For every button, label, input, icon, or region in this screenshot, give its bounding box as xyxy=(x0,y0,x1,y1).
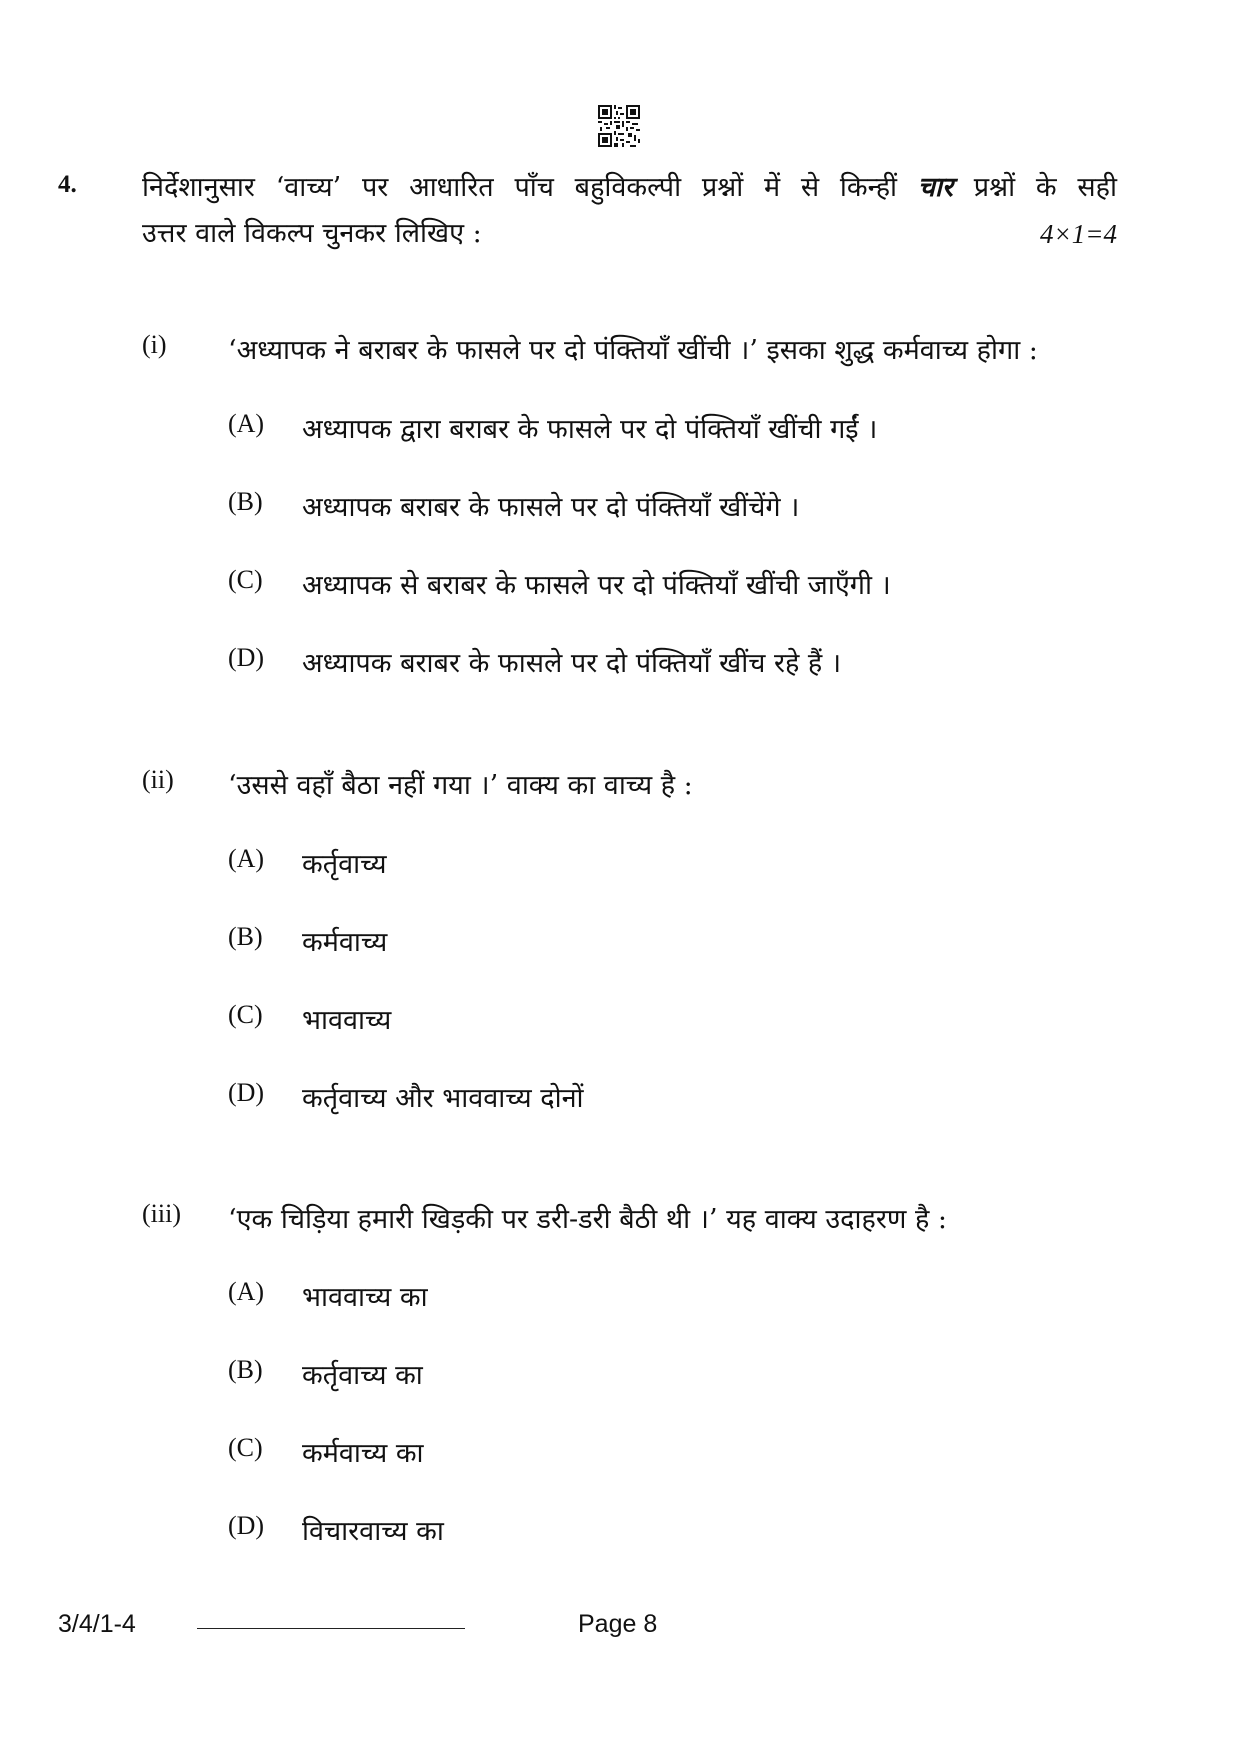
option-text: कर्तृवाच्य xyxy=(302,849,387,880)
option-label: (D) xyxy=(228,1511,265,1540)
instruction-word: से xyxy=(800,172,820,203)
question-number: 4. xyxy=(58,171,77,198)
emphasis-word: चार xyxy=(917,172,953,203)
option-label: (A) xyxy=(228,409,265,438)
option-text: अध्यापक द्वारा बराबर के फासले पर दो पंक्तियाँ खींची गईं । xyxy=(302,414,878,445)
option-text: भाववाच्य का xyxy=(302,1282,428,1313)
option-text: कर्तृवाच्य और भाववाच्य दोनों xyxy=(302,1083,584,1114)
subquestion-text: ‘एक चिड़िया हमारी खिड़की पर डरी-डरी बैठी थी ।’ यह वाक्य उदाहरण है : xyxy=(228,1204,948,1235)
option-text: विचारवाच्य का xyxy=(302,1516,444,1547)
option-text: अध्यापक बराबर के फासले पर दो पंक्तियाँ खींचेंगे । xyxy=(302,492,800,523)
option-label: (A) xyxy=(228,844,265,873)
option-text: अध्यापक बराबर के फासले पर दो पंक्तियाँ खींच रहे हैं । xyxy=(302,648,842,679)
qr-code xyxy=(598,105,640,147)
instruction-word: ‘वाच्य’ xyxy=(275,172,342,203)
instruction-word: निर्देशानुसार xyxy=(142,172,255,203)
option-label: (A) xyxy=(228,1277,265,1306)
option-label: (C) xyxy=(228,1000,263,1029)
instruction-word: पाँच xyxy=(514,172,554,203)
option-label: (C) xyxy=(228,1433,263,1462)
instruction-word: बहुविकल्पी xyxy=(574,172,682,203)
instruction-word: प्रश्नों xyxy=(701,172,744,203)
instruction-word: सही xyxy=(1077,172,1117,203)
question-instruction xyxy=(142,165,1117,257)
subquestion-number: (i) xyxy=(142,330,167,359)
paper-code: 3/4/1-4 xyxy=(58,1610,136,1638)
option-text: अध्यापक से बराबर के फासले पर दो पंक्तियाँ खींची जाएँगी । xyxy=(302,570,891,601)
subquestion-number: (ii) xyxy=(142,765,174,794)
subquestion-text: ‘अध्यापक ने बराबर के फासले पर दो पंक्तियाँ खींची ।’ इसका शुद्ध कर्मवाच्य होगा : xyxy=(228,335,1038,366)
option-label: (B) xyxy=(228,922,263,951)
option-text: भाववाच्य xyxy=(302,1005,392,1036)
instruction-word: किन्हीं xyxy=(839,172,898,203)
subquestion-text: ‘उससे वहाँ बैठा नहीं गया ।’ वाक्य का वाच्य है : xyxy=(228,770,693,801)
option-text: कर्मवाच्य का xyxy=(302,1438,424,1469)
instruction-word: प्रश्नों xyxy=(973,172,1016,203)
footer-rule xyxy=(197,1628,465,1629)
instruction-word: पर xyxy=(361,172,389,203)
instruction-word: के xyxy=(1035,172,1057,203)
instruction-word: आधारित xyxy=(409,172,494,203)
instruction-text: उत्तर वाले विकल्प चुनकर लिखिए : xyxy=(142,218,482,249)
option-text: कर्तृवाच्य का xyxy=(302,1360,423,1391)
option-label: (D) xyxy=(228,643,265,672)
option-text: कर्मवाच्य xyxy=(302,927,388,958)
marks-allocation: 4×1=4 xyxy=(1040,219,1117,249)
option-label: (B) xyxy=(228,1355,263,1384)
instruction-word: में xyxy=(764,172,781,203)
instruction-line-1 xyxy=(142,165,1117,211)
instruction-line-2 xyxy=(142,211,1117,257)
option-label: (B) xyxy=(228,487,263,516)
option-label: (C) xyxy=(228,565,263,594)
option-label: (D) xyxy=(228,1078,265,1107)
page-number: Page 8 xyxy=(578,1610,658,1638)
subquestion-number: (iii) xyxy=(142,1199,181,1228)
